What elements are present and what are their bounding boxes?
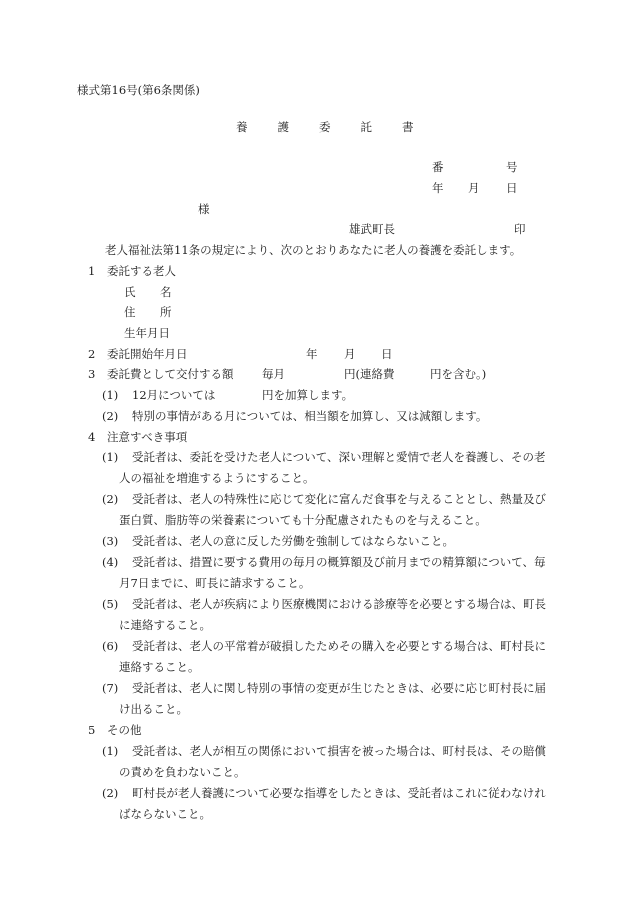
section-number: 4 xyxy=(88,430,96,444)
item-number: (1) xyxy=(102,450,119,464)
form-number-label: 様式第16号(第6条関係) xyxy=(77,83,200,97)
item-number: (4) xyxy=(102,555,119,569)
section-number: 5 xyxy=(88,723,96,737)
section-heading: 注意すべき事項 xyxy=(107,430,188,444)
item-number: (3) xyxy=(102,534,119,548)
field-label-name-1: 氏 xyxy=(124,285,136,299)
item-text-continued: ばならないこと。 xyxy=(119,807,211,821)
december-addition-text: 円を加算します。 xyxy=(262,388,354,402)
section-number: 1 xyxy=(88,264,96,278)
item-text: 特別の事情がある月については、相当額を加算し、又は減額します。 xyxy=(132,409,488,423)
item-text: 受託者は、老人が疾病により医療機関における診療等を必要とする場合は、町長 xyxy=(132,597,546,611)
item-text: 受託者は、措置に要する費用の毎月の概算額及び前月までの精算額について、毎 xyxy=(132,555,546,569)
yen-contact-fee-label: 円(連絡費 xyxy=(344,367,395,381)
item-text-continued: 人の福祉を増進するようにすること。 xyxy=(119,471,315,485)
item-text: 町村長が老人養護について必要な指導をしたときは、受託者はこれに従わなけれ xyxy=(132,786,546,800)
title-char: 護 xyxy=(277,120,289,134)
item-text: 受託者は、委託を受けた老人について、深い理解と愛情で老人を養護し、その老 xyxy=(132,450,546,464)
item-number: (2) xyxy=(102,409,119,423)
issuer-name: 雄武町長 xyxy=(349,222,395,236)
issue-day-label: 日 xyxy=(506,181,518,195)
issue-year-label: 年 xyxy=(432,181,444,195)
field-label-birthdate: 生年月日 xyxy=(124,326,170,340)
start-month-label: 月 xyxy=(344,347,356,361)
start-year-label: 年 xyxy=(306,347,318,361)
addressee-honorific: 様 xyxy=(198,202,210,216)
seal-mark: 印 xyxy=(514,222,526,236)
issue-month-label: 月 xyxy=(468,181,480,195)
document-number-suffix: 号 xyxy=(506,160,518,174)
item-text: 受託者は、老人が相互の関係において損害を被った場合は、町村長は、その賠償 xyxy=(132,744,546,758)
title-char: 託 xyxy=(360,120,372,134)
december-label: 12月については xyxy=(132,388,216,402)
including-label: 円を含む。) xyxy=(430,367,487,381)
field-label-address-2: 所 xyxy=(160,305,172,319)
section-heading: その他 xyxy=(107,723,142,737)
item-number: (2) xyxy=(102,786,119,800)
item-number: (2) xyxy=(102,492,119,506)
item-number: (5) xyxy=(102,597,119,611)
section-number: 2 xyxy=(88,347,96,361)
item-text-continued: 蛋白質、脂肪等の栄養素についても十分配慮されたものを与えること。 xyxy=(119,513,487,527)
field-label-address-1: 住 xyxy=(124,305,136,319)
intro-text: 老人福祉法第11条の規定により、次のとおりあなたに老人の養護を委託します。 xyxy=(105,243,522,257)
field-label-name-2: 名 xyxy=(160,285,172,299)
title-char: 委 xyxy=(319,120,331,134)
section-heading: 委託費として交付する額 xyxy=(107,367,234,381)
title-char: 書 xyxy=(402,120,414,134)
item-number: (7) xyxy=(102,681,119,695)
item-number: (6) xyxy=(102,639,119,653)
title-char: 養 xyxy=(236,120,248,134)
section-number: 3 xyxy=(88,367,96,381)
item-number: (1) xyxy=(102,744,119,758)
item-number: (1) xyxy=(102,388,119,402)
section-heading: 委託開始年月日 xyxy=(107,347,188,361)
item-text-continued: の責めを負わないこと。 xyxy=(119,765,246,779)
section-heading: 委託する老人 xyxy=(107,264,176,278)
item-text-continued: け出ること。 xyxy=(119,702,188,716)
document-number-label: 番 xyxy=(432,160,444,174)
item-text-continued: に連絡すること。 xyxy=(119,618,211,632)
item-text-continued: 連絡すること。 xyxy=(119,660,200,674)
item-text-continued: 月7日までに、町長に請求すること。 xyxy=(119,576,311,590)
document-title xyxy=(236,122,414,134)
item-text: 受託者は、老人の特殊性に応じて変化に富んだ食事を与えることとし、熱量及び xyxy=(132,492,546,506)
monthly-label: 毎月 xyxy=(262,367,285,381)
item-text: 受託者は、老人に関し特別の事情の変更が生じたときは、必要に応じ町村長に届 xyxy=(132,681,546,695)
start-day-label: 日 xyxy=(381,347,393,361)
item-text: 受託者は、老人の意に反した労働を強制してはならないこと。 xyxy=(132,534,454,548)
item-text: 受託者は、老人の平常着が破損したためその購入を必要とする場合は、町村長に xyxy=(132,639,546,653)
